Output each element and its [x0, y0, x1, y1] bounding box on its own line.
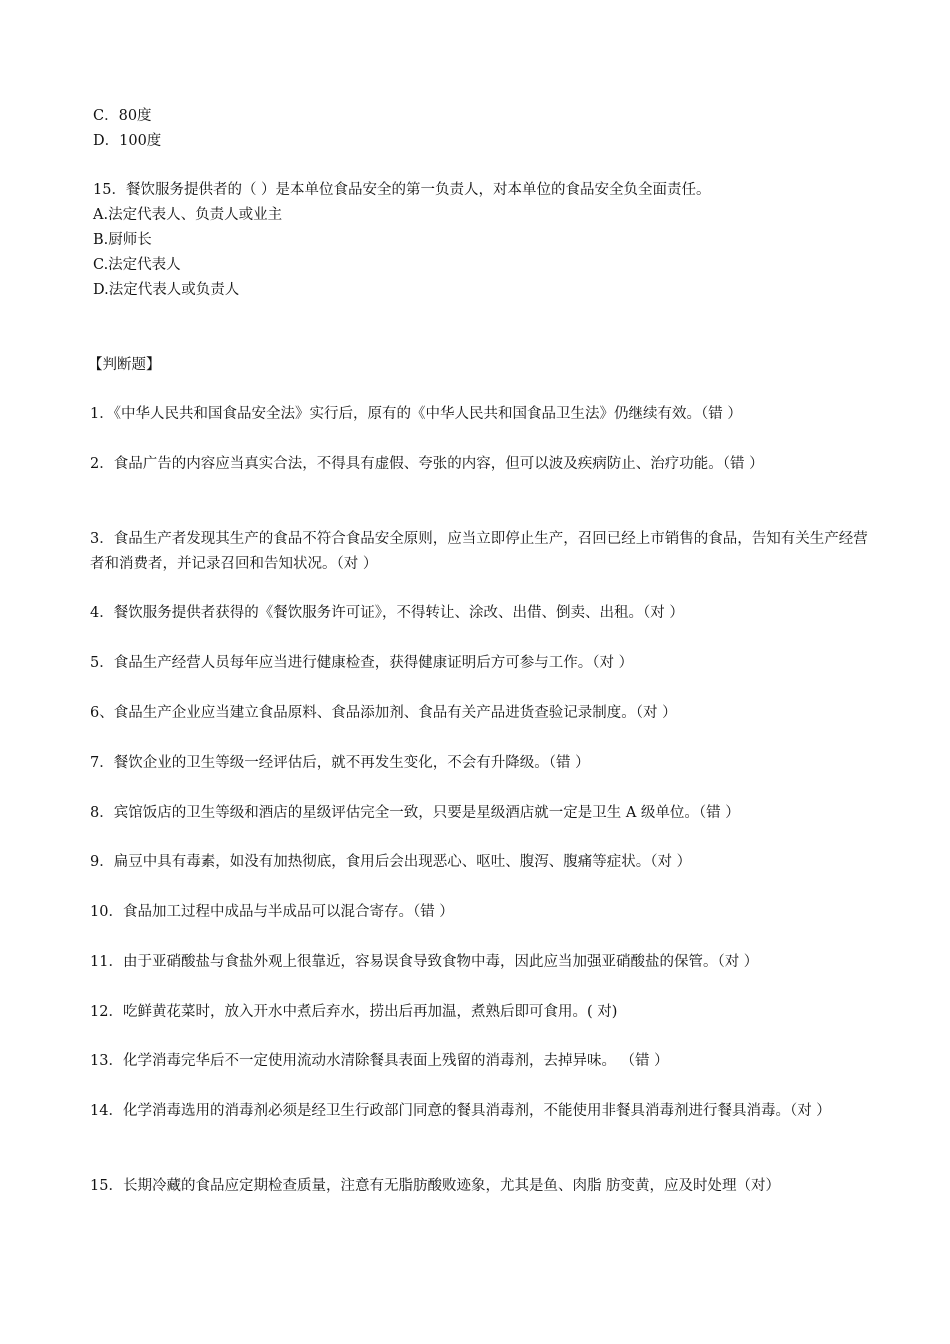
judgment-item-2: 2．食品广告的内容应当真实合法，不得具有虚假、夸张的内容，但可以波及疾病防止、治疗功能。（错 ）	[90, 456, 764, 472]
judgment-item-4: 4．餐饮服务提供者获得的《餐饮服务许可证》，不得转让、涂改、出借、倒卖、出租。（对 ）	[90, 605, 684, 621]
judgment-item-10: 10．食品加工过程中成品与半成品可以混合寄存。（错 ）	[90, 904, 454, 920]
judgment-item-5: 5．食品生产经营人员每年应当进行健康检查，获得健康证明后方可参与工作。（对 ）	[90, 655, 634, 671]
judgment-item-1: 1．《中华人民共和国食品安全法》实行后，原有的《中华人民共和国食品卫生法》仍继续有效。（错 ）	[90, 406, 742, 422]
judgment-item-15: 15．长期冷藏的食品应定期检查质量，注意有无脂肪酸败迹象，尤其是鱼、肉脂 肪变黄，应及时处理（对）	[90, 1178, 781, 1194]
question-15-stem: 15．餐饮服务提供者的（ ）是本单位食品安全的第一负责人，对本单位的食品安全负全面责任。	[93, 182, 711, 198]
question-15-option-b: B.厨师长	[93, 232, 152, 248]
judgment-item-7: 7．餐饮企业的卫生等级一经评估后，就不再发生变化，不会有升降级。（错 ）	[90, 755, 590, 771]
question-15-option-a: A.法定代表人、负责人或业主	[93, 207, 283, 223]
judgment-item-8: 8．宾馆饭店的卫生等级和酒店的星级评估完全一致，只要是星级酒店就一定是卫生 A 级单位。（错 ）	[90, 805, 740, 821]
question-15-option-c: C.法定代表人	[93, 257, 181, 273]
judgment-item-6: 6、食品生产企业应当建立食品原料、食品添加剂、食品有关产品进货查验记录制度。（对 ）	[90, 705, 677, 721]
judgment-item-14: 14．化学消毒选用的消毒剂必须是经卫生行政部门同意的餐具消毒剂，不能使用非餐具消毒剂进行餐具消毒。（对 ）	[90, 1103, 831, 1119]
option-c: C．80度	[93, 108, 152, 124]
judgment-item-13: 13．化学消毒完华后不一定使用流动水清除餐具表面上残留的消毒剂，去掉异味。 （错 ）	[90, 1053, 669, 1069]
judgment-item-3: 3．食品生产者发现其生产的食品不符合食品安全原则，应当立即停止生产，召回已经上市销售的食品，告知有关生产经营者和消费者，并记录召回和告知状况。（对 ）	[90, 531, 868, 572]
question-15-option-d: D.法定代表人或负责人	[93, 282, 240, 298]
judgment-item-11: 11．由于亚硝酸盐与食盐外观上很靠近，容易误食导致食物中毒，因此应当加强亚硝酸盐的保管。（对 ）	[90, 954, 759, 970]
judgment-item-12: 12．吃鲜黄花菜时，放入开水中煮后弃水，捞出后再加温，煮熟后即可食用。( 对)	[90, 1004, 618, 1020]
option-d: D．100度	[93, 133, 162, 149]
judgment-item-9: 9．扁豆中具有毒素，如没有加热彻底，食用后会出现恶心、呕吐、腹泻、腹痛等症状。（对 ）	[90, 854, 692, 870]
section-heading: 【判断题】	[88, 357, 161, 373]
